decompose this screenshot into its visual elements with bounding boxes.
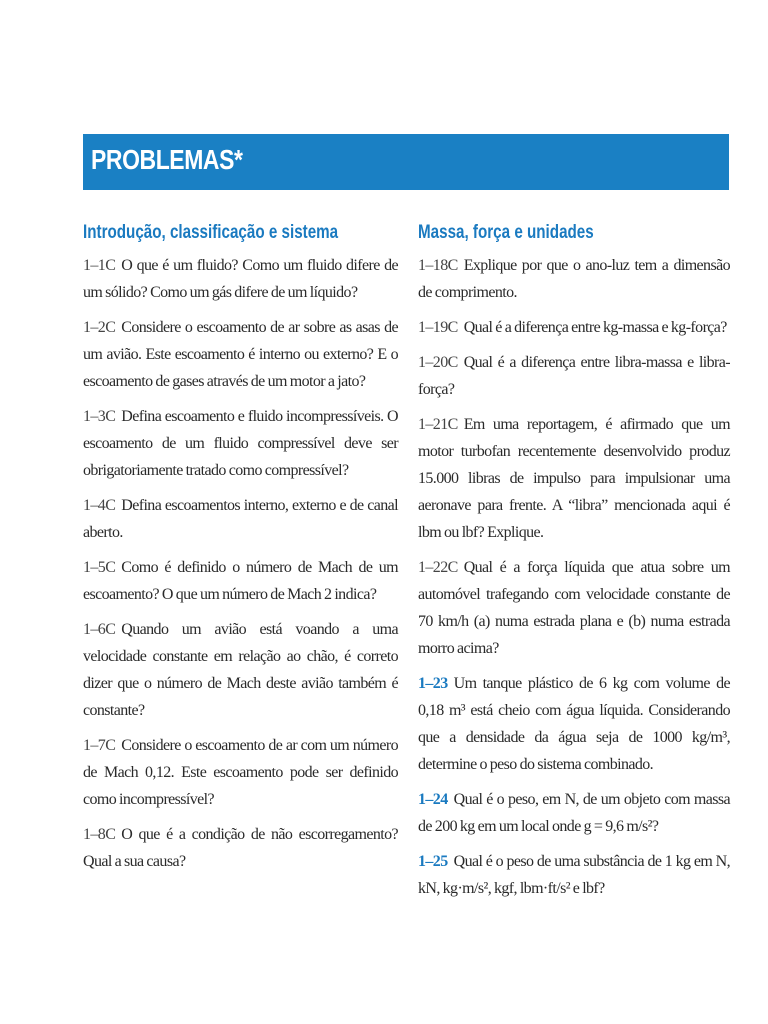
problem-text: O que é um fluido? Como um fluido difere de um sólido? Como um gás difere de um líquido? bbox=[83, 257, 398, 301]
problem-number: 1–25 bbox=[418, 853, 448, 870]
problem-number: 1–22C bbox=[418, 559, 458, 576]
problem-text: Defina escoamentos interno, externo e de canal aberto. bbox=[83, 497, 398, 541]
problem-text: Qual é a diferença entre libra-massa e libra-força? bbox=[418, 354, 730, 398]
problem-item bbox=[418, 670, 730, 778]
problem-item bbox=[418, 786, 730, 840]
problem-item bbox=[83, 554, 398, 608]
problem-number: 1–19C bbox=[418, 319, 458, 336]
problem-text: Qual é a força líquida que atua sobre um automóvel trafegando com velocidade constante de 70 km/h (a) numa estrada plana e (b) numa estrada morro acima? bbox=[418, 559, 730, 657]
problem-number: 1–21C bbox=[418, 416, 458, 433]
problem-text: Um tanque plástico de 6 kg com volume de 0,18 m³ está cheio com água líquida. Considerando que a densidade da água seja de 1000 kg/m³, determine o peso do sistema combinado. bbox=[418, 675, 730, 773]
problem-number: 1–3C bbox=[83, 408, 116, 425]
problem-number: 1–23 bbox=[418, 675, 448, 692]
problem-item bbox=[418, 411, 730, 546]
problem-item bbox=[83, 492, 398, 546]
right-column bbox=[418, 218, 730, 910]
problem-number: 1–1C bbox=[83, 257, 116, 274]
problem-item bbox=[83, 252, 398, 306]
right-heading: Massa, força e unidades bbox=[418, 222, 594, 243]
section-title: PROBLEMAS* bbox=[91, 144, 243, 175]
problem-text: Qual é o peso de uma substância de 1 kg em N, kN, kg·m/s², kgf, lbm·ft/s² e lbf? bbox=[418, 853, 730, 897]
problem-number: 1–8C bbox=[83, 826, 116, 843]
problem-item bbox=[83, 616, 398, 724]
problem-number: 1–20C bbox=[418, 354, 458, 371]
problem-text: Em uma reportagem, é afirmado que um motor turbofan recentemente desenvolvido produz 15.000 libras de impulso para impulsionar uma aeronave para frente. A “libra” mencionada aqui é lbm ou lbf? Explique. bbox=[418, 416, 730, 541]
left-column bbox=[83, 218, 398, 883]
problem-text: Como é definido o número de Mach de um escoamento? O que um número de Mach 2 indica? bbox=[83, 559, 398, 603]
problem-item bbox=[83, 732, 398, 813]
problem-text: Qual é o peso, em N, de um objeto com massa de 200 kg em um local onde g = 9,6 m/s²? bbox=[418, 791, 730, 835]
problem-item bbox=[83, 314, 398, 395]
problem-text: Quando um avião está voando a uma velocidade constante em relação ao chão, é correto dizer que o número de Mach deste avião também é constante? bbox=[83, 621, 398, 719]
problem-item bbox=[418, 848, 730, 902]
problem-number: 1–7C bbox=[83, 737, 116, 754]
problem-text: Considere o escoamento de ar sobre as asas de um avião. Este escoamento é interno ou externo? E o escoamento de gases através de um motor a jato? bbox=[83, 319, 398, 390]
problem-item bbox=[418, 314, 730, 341]
problem-number: 1–4C bbox=[83, 497, 116, 514]
problem-number: 1–2C bbox=[83, 319, 116, 336]
problem-text: O que é a condição de não escorregamento? Qual a sua causa? bbox=[83, 826, 398, 870]
problem-number: 1–5C bbox=[83, 559, 116, 576]
problem-text: Defina escoamento e fluido incompressíveis. O escoamento de um fluido compressível deve ser obrigatoriamente tratado como compressível? bbox=[83, 408, 398, 479]
problem-number: 1–18C bbox=[418, 257, 458, 274]
problem-item bbox=[83, 403, 398, 484]
problem-item bbox=[418, 252, 730, 306]
problem-item bbox=[418, 554, 730, 662]
section-banner bbox=[83, 134, 729, 190]
problem-item bbox=[418, 349, 730, 403]
left-heading: Introdução, classificação e sistema bbox=[83, 222, 339, 243]
problem-text: Considere o escoamento de ar com um número de Mach 0,12. Este escoamento pode ser definido como incompressível? bbox=[83, 737, 398, 808]
problem-number: 1–6C bbox=[83, 621, 116, 638]
problem-text: Qual é a diferença entre kg-massa e kg-força? bbox=[463, 319, 727, 336]
problem-number: 1–24 bbox=[418, 791, 448, 808]
problem-text: Explique por que o ano-luz tem a dimensão de comprimento. bbox=[418, 257, 730, 301]
problem-item bbox=[83, 821, 398, 875]
